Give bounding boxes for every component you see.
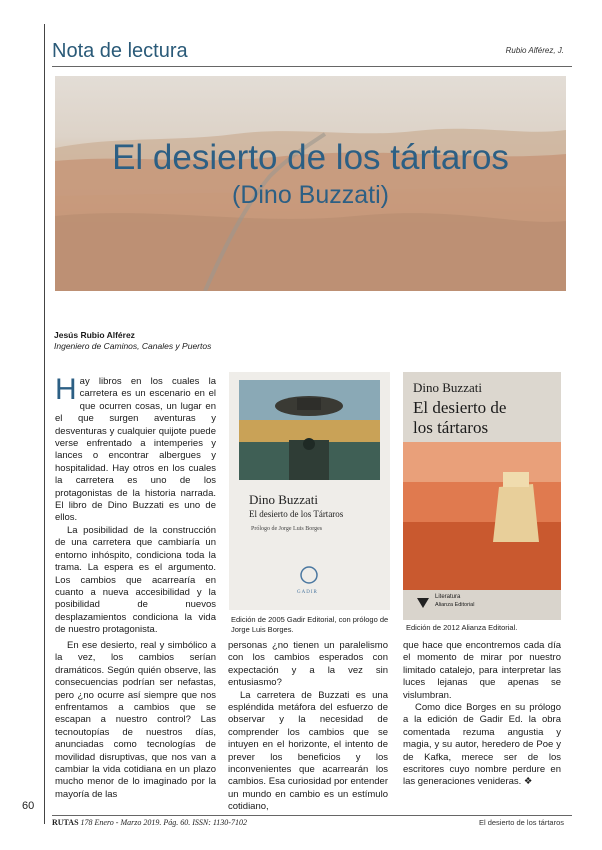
footer-rule (52, 815, 572, 816)
column-1-bottom (55, 640, 216, 801)
running-title: El desierto de los tártaros (478, 818, 564, 827)
paragraph-4-continued: que hace que encontremos cada día el momento de mirar por nuestro limitado catalejo, para interpretar las luces lejanas que apenas se vislumbran. (403, 640, 561, 701)
page-number: 60 (22, 800, 35, 812)
hero-desert-photo (55, 76, 566, 291)
author-name: Jesús Rubio Alférez (54, 330, 135, 340)
book2-author: Dino Buzzati (413, 380, 482, 395)
journal-name: RUTAS (52, 818, 79, 827)
gadir-cover-art (229, 372, 390, 610)
book1-publisher: GADIR (297, 590, 318, 595)
book2-title-line2: los tártaros (413, 418, 489, 437)
article-subtitle: (Dino Buzzati) (232, 181, 389, 209)
drop-cap: H (55, 373, 77, 406)
left-margin-rule (44, 24, 45, 824)
paragraph-2: La posibilidad de la construcción de una carretera que cambiaría un entorno inhóspito, condiciona toda la trama. La espera es el argumento. Los cambios que acarrearía en cuanto a nueva accesibilidad y la posibilidad de nuevos desplazamientos condiciona la vida de nuestro protagonista. (55, 524, 216, 636)
book2-series: Literatura (435, 594, 461, 600)
paragraph-3: En ese desierto, real y simbólico a la vez, los cambios serían dramáticos. Según quién observe, las consecuencias podrían ser nefastas, pero ¿no ocurre así siempre que nos enfrentamos a cambios que se escapan a nuestro control? Las tecnoutopías de nuestros días, anunciadas como tecnologías de movilidad disruptivas, que nos van a cambiar la vida cotidiana en un plazo mucho menor de lo imaginado por la mayoría de las (55, 640, 216, 800)
caption-book2: Edición de 2012 Alianza Editorial. (406, 623, 518, 632)
paragraph-3-continued: personas ¿no tienen un paralelismo con los cambios esperados con expectación y a la vez sin entusiasmo? (228, 640, 388, 689)
book2-title-line1: El desierto de (413, 398, 507, 417)
paragraph-4: La carretera de Buzzati es una espléndida metáfora del esfuerzo de observar y la necesidad de comprender los cambios que se intuyen en el horizonte, el intento de prever los beneficios y los inconvenientes que acarrearán los cambios. Esa curiosidad por entender un mundo en cambio es un estímulo cotidiano, (228, 689, 388, 813)
book-cover-alianza (403, 372, 561, 620)
column-2 (228, 640, 388, 814)
footer-citation (52, 818, 247, 827)
book1-author: Dino Buzzati (249, 492, 318, 507)
article-title: El desierto de los tártaros (112, 138, 509, 177)
book1-prologue: Prólogo de Jorge Luis Borges (251, 526, 323, 532)
book1-title: El desierto de los Tártaros (249, 509, 344, 519)
paragraph-1: ay libros en los cuales la carretera es un escenario en el que ocurren cosas, un lugar en el que surgen aventuras y desventuras y cualquier quijote puede verse enfrentado a intemperies y lances o encontrar albergues y hospitalidad. Hay otros en los cuales la carretera es uno de los protagonistas de la historia narrada. El libro de Dino Buzzati es uno de ellos. (55, 376, 216, 524)
issue-info: 178 Enero - Marzo 2019. Pág. 60. ISSN: 1130-7102 (78, 818, 247, 827)
book2-publisher: Alianza Editorial (435, 602, 475, 608)
column-1-top (55, 373, 216, 637)
caption-book1: Edición de 2005 Gadir Editorial, con prólogo de Jorge Luis Borges. (231, 615, 389, 634)
author-role: Ingeniero de Caminos, Canales y Puertos (54, 341, 212, 351)
running-author: Rubio Alférez, J. (505, 46, 564, 55)
header-rule (52, 66, 572, 67)
section-title: Nota de lectura (52, 40, 188, 62)
book-cover-gadir (229, 372, 390, 610)
paragraph-5: Como dice Borges en su prólogo a la edición de Gadir Ed. la obra comentada rezuma angustia y magia, y su autor, heredero de Poe y de Kafka, merece ser de los escritores cuyo nombre perdure en las generaciones venideras. ❖ (403, 702, 561, 788)
column-3 (403, 640, 561, 789)
